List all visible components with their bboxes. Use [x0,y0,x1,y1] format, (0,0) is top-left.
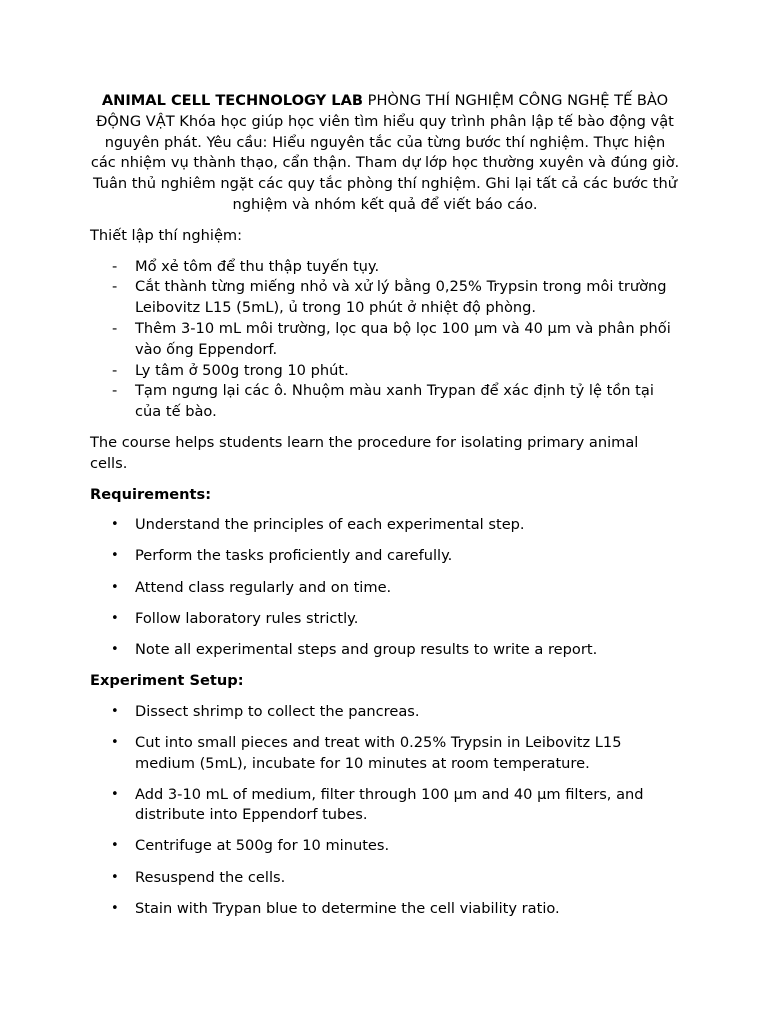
bullet-marker: • [111,734,119,750]
list-item-text: Add 3-10 mL of medium, filter through 100 µm and 40 µm filters, and distribute into Eppendorf tubes. [135,785,644,824]
list-item [90,257,680,278]
list-item [90,381,680,423]
list-item-text: Tạm ngưng lại các ô. Nhuộm màu xanh Trypan để xác định tỷ lệ tồn tại của tế bào. [135,382,654,421]
requirements-heading: Requirements: [90,485,212,503]
bullet-marker: • [111,548,119,564]
list-item [90,836,680,857]
bullet-marker: • [111,610,119,626]
list-item [90,515,680,536]
bullet-marker: • [111,641,119,657]
list-item-text: Stain with Trypan blue to determine the cell viability ratio. [135,899,560,917]
setup-vi-list [90,257,680,423]
list-item [90,785,680,827]
document-page [90,91,680,930]
bullet-marker: • [111,838,119,854]
list-item-text: Thêm 3-10 mL môi trường, lọc qua bộ lọc 100 µm và 40 µm và phân phối vào ống Eppendorf. [135,319,671,358]
list-item [90,899,680,920]
list-item [90,609,680,630]
bullet-marker: • [111,869,119,885]
dash-marker: - [112,319,118,337]
list-item-text: Cut into small pieces and treat with 0.25% Trypsin in Leibovitz L15 medium (5mL), incubate for 10 minutes at room temperature. [135,733,622,772]
list-item [90,361,680,382]
course-description: The course helps students learn the procedure for isolating primary animal cells. [90,433,639,472]
document-title: ANIMAL CELL TECHNOLOGY LAB [101,92,363,109]
list-item-text: Ly tâm ở 500g trong 10 phút. [135,361,349,379]
list-item-text: Mổ xẻ tôm để thu thập tuyến tụy. [135,257,380,275]
list-item [90,546,680,567]
list-item-text: Attend class regularly and on time. [135,578,392,596]
bullet-marker: • [111,517,119,533]
dash-marker: - [112,382,118,400]
intro-text-vi: PHÒNG THÍ NGHIỆM CÔNG NGHỆ TẾ BÀO ĐỘNG VẬT Khóa học giúp học viên tìm hiểu quy trình phân lập tế bào động vật nguyên phát. Yêu cầu: Hiểu nguyên tắc của từng bước thí nghiệm. Thực hiện các nhiệm vụ thành thạo, cẩn thận. Tham dự lớp học thường xuyên và đúng giờ. Tuân thủ nghiêm ngặt các quy tắc phòng thí nghiệm. Ghi lại tất cả các bước thử nghiệm và nhóm kết quả để viết báo cáo. [90,92,680,213]
bullet-marker: • [111,900,119,916]
list-item [90,578,680,599]
dash-marker: - [112,257,118,275]
list-item [90,319,680,361]
list-item-text: Cắt thành từng miếng nhỏ và xử lý bằng 0,25% Trypsin trong môi trường Leibovitz L15 (5mL), ủ trong 10 phút ở nhiệt độ phòng. [135,278,667,317]
intro-paragraph [90,91,680,216]
list-item [90,733,680,775]
list-item-text: Centrifuge at 500g for 10 minutes. [135,837,390,855]
list-item-text: Follow laboratory rules strictly. [135,609,359,627]
list-item [90,868,680,889]
bullet-marker: • [111,579,119,595]
list-item-text: Resuspend the cells. [135,868,286,886]
list-item-text: Understand the principles of each experimental step. [135,516,525,534]
experiment-setup-list [90,702,680,920]
list-item [90,277,680,319]
dash-marker: - [112,278,118,296]
dash-marker: - [112,361,118,379]
bullet-marker: • [111,703,119,719]
setup-vi-heading: Thiết lập thí nghiệm: [90,226,243,244]
list-item-text: Note all experimental steps and group results to write a report. [135,640,598,658]
experiment-setup-heading: Experiment Setup: [90,671,244,689]
list-item [90,702,680,723]
requirements-list [90,515,680,660]
list-item-text: Dissect shrimp to collect the pancreas. [135,702,420,720]
list-item-text: Perform the tasks proficiently and carefully. [135,547,453,565]
bullet-marker: • [111,786,119,802]
list-item [90,640,680,661]
